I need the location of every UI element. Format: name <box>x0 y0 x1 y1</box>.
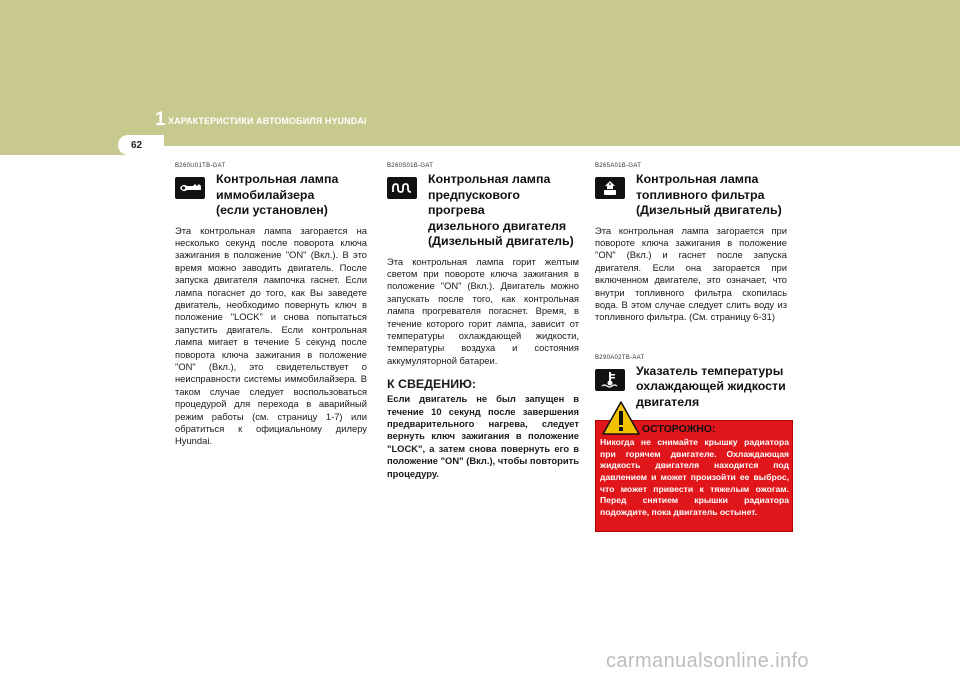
heading-line: топливного фильтра <box>636 187 765 202</box>
section-header <box>175 172 367 219</box>
warning-box <box>595 420 793 532</box>
section-heading <box>636 364 786 411</box>
section-body: Эта контрольная лампа загорается на несколько секунд после поворота ключа зажигания в положение "ON" (Вкл.). В это время можно заводить двигатель. После запуска двигателя лампочка гаснет. Если лампа погаснет до того, как Вы заведете двигатель, необходимо повернуть ключ в положение "LOCK" и снова попытаться запустить двигатель. Если контрольная лампа мигает в течение 5 секунд после поворота ключа зажигания в положение "ON" (Вкл.), это свидетельствует о неисправности системы иммобилайзера. В таком случае следует воспользоваться процедурой для перехода в аварийный режим работы (см. страницу 1-7) или обратиться к официальному дилеру Hyundai. <box>175 224 367 447</box>
section-header <box>387 172 579 250</box>
note-title: К СВЕДЕНИЮ: <box>387 377 477 392</box>
immobilizer-key-icon <box>175 177 205 199</box>
heading-line: охлаждающей жидкости <box>636 379 786 394</box>
heading-line: дизельного двигателя <box>428 218 567 233</box>
section-code: B265A01B-GAT <box>595 163 642 169</box>
heading-line: Контрольная лампа <box>428 172 551 186</box>
section-heading <box>428 172 579 250</box>
heading-line: иммобилайзера <box>216 187 315 202</box>
warning-triangle-icon <box>602 401 640 435</box>
heading-line: Указатель температуры <box>636 363 784 378</box>
chapter-title: ХАРАКТЕРИСТИКИ АВТОМОБИЛЯ HYUNDAI <box>168 116 367 126</box>
heading-line: (Дизельный двигатель) <box>428 234 574 248</box>
heading-line: (если установлен) <box>216 203 328 217</box>
fuel-filter-icon <box>595 177 625 199</box>
warning-text: Никогда не снимайте крышку радиатора при горячем двигателе. Охлаждающая жидкость двигателя находится под давлением и может произойти ее выброс, что может привести к тяжелым ожогам. Перед снятием крышки радиатора подождите, пока двигатель остынет. <box>600 437 789 517</box>
heading-line: (Дизельный двигатель) <box>636 203 782 217</box>
section-body: Эта контрольная лампа загорается при повороте ключа зажигания в положение "ON" (Вкл.) и гаснет после запуска двигателя. Если она загорается при включенном двигателе, это означает, что внутри топливного фильтра скопилась вода. В этом случае следует слить воду из топливного фильтра. (См. страницу 6-31) <box>595 224 787 323</box>
glow-plug-icon <box>387 177 417 199</box>
note-text: Если двигатель не был запущен в течение 10 секунд после завершения предварительного нагрева, следует вернуть ключ зажигания в положение "LOCK", а затем снова повернуть его в положение "ON" (Вкл.), чтобы повторить процедуру. <box>387 393 579 479</box>
header-band <box>0 0 960 155</box>
header-band-edge <box>150 146 960 155</box>
heading-line: Контрольная лампа <box>216 172 339 186</box>
section-code: B260S01B-GAT <box>387 163 434 169</box>
section-code: B290A02TB-AAT <box>595 354 645 361</box>
heading-line: двигателя <box>636 394 700 409</box>
section-heading <box>216 172 338 219</box>
section-glow-plug <box>387 162 579 480</box>
watermark: carmanualsonline.info <box>606 650 809 672</box>
coolant-temperature-icon <box>595 369 625 391</box>
chapter-number: 1 <box>155 109 166 130</box>
section-header <box>595 172 787 219</box>
section-heading <box>636 172 782 219</box>
section-body: Эта контрольная лампа горит желтым светом при повороте ключа зажигания в положение "ON" (Вкл.). Двигатель можно запускать после того, как контрольная лампа прогревателя погаснет. Время, в течение которого горит лампа, зависит от температуры охлаждающей жидкости, температуры воздуха и состояния аккумуляторной батареи. <box>387 255 579 366</box>
heading-line: предпускового прогрева <box>428 187 520 217</box>
section-immobilizer <box>175 162 367 448</box>
page-number: 62 <box>131 140 143 151</box>
section-code: B260U01TB-GAT <box>175 163 226 169</box>
heading-line: Контрольная лампа <box>636 172 759 186</box>
section-fuel-filter <box>595 162 787 532</box>
warning-title: ОСТОРОЖНО: <box>642 423 716 436</box>
